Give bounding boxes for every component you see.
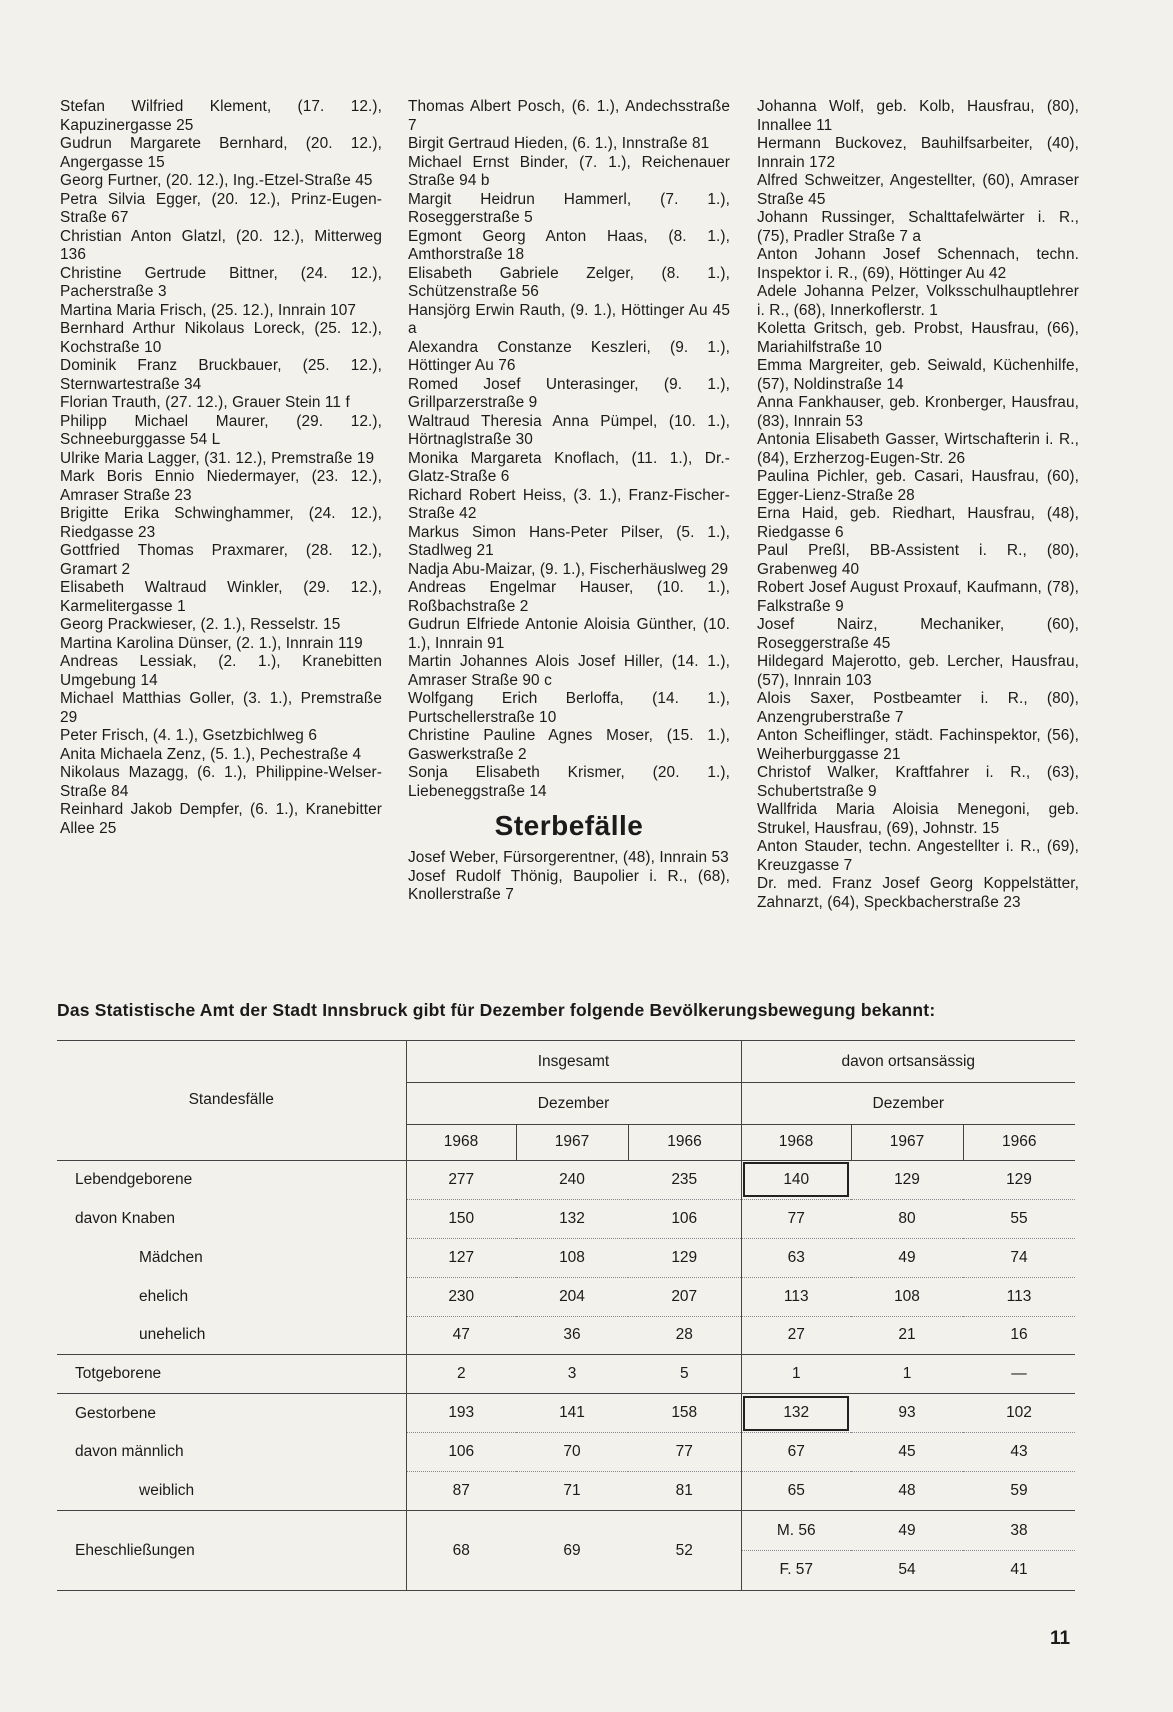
cell: 80 <box>851 1199 963 1238</box>
table-row <box>57 1316 1075 1355</box>
year-header: 1967 <box>516 1125 628 1161</box>
cell: 41 <box>963 1550 1075 1590</box>
cell: 27 <box>741 1316 851 1355</box>
entry: Paul Preßl, BB-Assistent i. R., (80), Grabenweg 40 <box>757 542 1079 578</box>
entry: Elisabeth Gabriele Zelger, (8. 1.), Schützenstraße 56 <box>408 264 730 300</box>
entry: Birgit Gertraud Hieden, (6. 1.), Innstraße 81 <box>408 135 710 152</box>
cell: 48 <box>851 1472 963 1511</box>
entry: Reinhard Jakob Dempfer, (6. 1.), Kranebitter Allee 25 <box>60 801 382 837</box>
row-label: Totgeborene <box>57 1355 406 1394</box>
entry: Christof Walker, Kraftfahrer i. R., (63), Schubertstraße 9 <box>757 764 1079 800</box>
row-label: weiblich <box>57 1472 406 1511</box>
entry: Gudrun Margarete Bernhard, (20. 12.), Angergasse 15 <box>60 135 382 171</box>
row-label: Eheschließungen <box>57 1511 406 1591</box>
cell: 1 <box>851 1355 963 1394</box>
column-deaths <box>757 98 1079 912</box>
cell: 45 <box>851 1433 963 1472</box>
entry: Mark Boris Ennio Niedermayer, (23. 12.), Amraser Straße 23 <box>60 468 382 504</box>
cell: 49 <box>851 1511 963 1551</box>
row-label: davon männlich <box>57 1433 406 1472</box>
entry: Hansjörg Erwin Rauth, (9. 1.), Höttinger Au 45 a <box>408 301 730 337</box>
cell: 55 <box>963 1199 1075 1238</box>
cell: 71 <box>516 1472 628 1511</box>
entry: Alexandra Constanze Keszleri, (9. 1.), Höttinger Au 76 <box>408 338 730 374</box>
cell: 5 <box>628 1355 741 1394</box>
entry: Antonia Elisabeth Gasser, Wirtschafterin i. R., (84), Erzherzog-Eugen-Str. 26 <box>757 431 1079 467</box>
cell: 129 <box>894 1170 920 1188</box>
entry: Martina Maria Frisch, (25. 12.), Innrain 107 <box>60 301 357 319</box>
entry: Johann Russinger, Schalttafelwärter i. R., (75), Pradler Straße 7 a <box>757 209 1079 245</box>
table-row <box>57 1472 1075 1511</box>
cell: 77 <box>628 1433 741 1472</box>
entry: Erna Haid, geb. Riedhart, Hausfrau, (48), Riedgasse 6 <box>757 505 1079 541</box>
cell: 38 <box>963 1511 1075 1551</box>
row-label: ehelich <box>57 1277 406 1316</box>
entry: Georg Prackwieser, (2. 1.), Resselstr. 15 <box>60 616 341 633</box>
entry: Alois Saxer, Postbeamter i. R., (80), Anzengruberstraße 7 <box>757 690 1079 726</box>
cell: 43 <box>963 1433 1075 1472</box>
entry: Anton Stauder, techn. Angestellter i. R., (69), Kreuzgasse 7 <box>757 838 1079 874</box>
entry: Sonja Elisabeth Krismer, (20. 1.), Liebeneggstraße 14 <box>408 764 730 800</box>
entry: Peter Frisch, (4. 1.), Gsetzbichlweg 6 <box>60 727 317 744</box>
cell: 150 <box>406 1199 516 1238</box>
entry: Egmont Georg Anton Haas, (8. 1.), Amthorstraße 18 <box>408 227 730 263</box>
cell: 28 <box>628 1316 741 1355</box>
cell: M. 56 <box>741 1511 851 1551</box>
entry: Dr. med. Franz Josef Georg Koppelstätter, Zahnarzt, (64), Speckbacherstraße 23 <box>757 875 1079 911</box>
header-standesfaelle: Standesfälle <box>57 1041 406 1161</box>
cell: 52 <box>628 1511 741 1591</box>
cell: 127 <box>406 1238 516 1277</box>
entry: Christine Gertrude Bittner, (24. 12.), Pacherstraße 3 <box>60 264 382 300</box>
cell: 69 <box>516 1511 628 1591</box>
entry: Johanna Wolf, geb. Kolb, Hausfrau, (80), Innallee 11 <box>757 98 1079 134</box>
entry: Hildegard Majerotto, geb. Lercher, Hausfrau, (57), Innrain 103 <box>757 653 1079 689</box>
entry: Anna Fankhauser, geb. Kronberger, Hausfrau, (83), Innrain 53 <box>757 394 1079 430</box>
entry: Margit Heidrun Hammerl, (7. 1.), Roseggerstraße 5 <box>408 190 730 226</box>
entry: Michael Matthias Goller, (3. 1.), Premstraße 29 <box>60 690 382 726</box>
entry: Hermann Buckovez, Bauhilfsarbeiter, (40), Innrain 172 <box>757 135 1079 171</box>
entry: Nikolaus Mazagg, (6. 1.), Philippine-Welser-Straße 84 <box>60 764 382 800</box>
year-header: 1967 <box>851 1125 963 1161</box>
entry: Christine Pauline Agnes Moser, (15. 1.), Gaswerkstraße 2 <box>408 727 730 763</box>
entry: Brigitte Erika Schwinghammer, (24. 12.), Riedgasse 23 <box>60 505 382 541</box>
cell: 132 <box>516 1199 628 1238</box>
entry: Anton Johann Josef Schennach, techn. Inspektor i. R., (69), Höttinger Au 42 <box>757 246 1079 282</box>
entry: Waltraud Theresia Anna Pümpel, (10. 1.), Hörtnaglstraße 30 <box>408 412 730 448</box>
entry: Gottfried Thomas Praxmarer, (28. 12.), Gramart 2 <box>60 542 382 578</box>
entry: Markus Simon Hans-Peter Pilser, (5. 1.), Stadlweg 21 <box>408 523 730 559</box>
header-ortsansaessig: davon ortsansässig <box>741 1041 1075 1083</box>
cell: 207 <box>628 1277 741 1316</box>
cell: 129 <box>1006 1170 1032 1188</box>
cell: 74 <box>963 1238 1075 1277</box>
cell: 63 <box>741 1238 851 1277</box>
entry: Romed Josef Unterasinger, (9. 1.), Grillparzerstraße 9 <box>408 375 730 411</box>
entry: Andreas Engelmar Hauser, (10. 1.), Roßbachstraße 2 <box>408 579 730 615</box>
entry: Thomas Albert Posch, (6. 1.), Andechsstraße 7 <box>408 98 730 134</box>
entry: Martin Johannes Alois Josef Hiller, (14. 1.), Amraser Straße 90 c <box>408 653 730 689</box>
cell: 106 <box>406 1433 516 1472</box>
cell: 47 <box>406 1316 516 1355</box>
entry: Josef Rudolf Thönig, Baupolier i. R., (68), Knollerstraße 7 <box>408 867 730 903</box>
entry: Elisabeth Waltraud Winkler, (29. 12.), Karmelitergasse 1 <box>60 579 382 615</box>
cell: 1 <box>741 1355 851 1394</box>
entry: Josef Nairz, Mechaniker, (60), Roseggerstraße 45 <box>757 616 1079 652</box>
table-row <box>57 1355 1075 1394</box>
cell: 140 <box>741 1160 851 1199</box>
row-label: davon Knaben <box>57 1199 406 1238</box>
entry: Petra Silvia Egger, (20. 12.), Prinz-Eugen-Straße 67 <box>60 190 382 226</box>
entry: Wallfrida Maria Aloisia Menegoni, geb. Strukel, Hausfrau, (69), Johnstr. 15 <box>757 801 1079 837</box>
entry: Philipp Michael Maurer, (29. 12.), Schneeburggasse 54 L <box>60 412 382 448</box>
table-row <box>57 1238 1075 1277</box>
cell: 59 <box>963 1472 1075 1511</box>
entry: Alfred Schweitzer, Angestellter, (60), Amraser Straße 45 <box>757 172 1079 208</box>
entry: Stefan Wilfried Klement, (17. 12.), Kapuzinergasse 25 <box>60 98 382 134</box>
cell: 113 <box>963 1277 1075 1316</box>
cell: 65 <box>741 1472 851 1511</box>
header-month-1: Dezember <box>406 1083 741 1125</box>
entry: Anita Michaela Zenz, (5. 1.), Pechestraße 4 <box>60 745 362 763</box>
cell: 204 <box>516 1277 628 1316</box>
entry: Andreas Lessiak, (2. 1.), Kranebitten Umgebung 14 <box>60 653 382 689</box>
page-number: 11 <box>1050 1628 1071 1649</box>
entry: Robert Josef August Proxauf, Kaufmann, (78), Falkstraße 9 <box>757 579 1079 615</box>
entry: Ulrike Maria Lagger, (31. 12.), Premstraße 19 <box>60 449 375 467</box>
entry: Martina Karolina Dünser, (2. 1.), Innrain 119 <box>60 634 363 652</box>
cell: 87 <box>406 1472 516 1511</box>
table-row <box>57 1199 1075 1238</box>
entry: Bernhard Arthur Nikolaus Loreck, (25. 12.), Kochstraße 10 <box>60 320 382 356</box>
entry: Wolfgang Erich Berloffa, (14. 1.), Purtschellerstraße 10 <box>408 690 730 726</box>
text-columns <box>60 98 1085 978</box>
table-row <box>57 1433 1075 1472</box>
deaths-heading: Sterbefälle <box>494 810 644 841</box>
header-insgesamt: Insgesamt <box>406 1041 741 1083</box>
cell: 70 <box>516 1433 628 1472</box>
cell: 158 <box>628 1394 741 1433</box>
cell: F. 57 <box>741 1550 851 1590</box>
entry: Anton Scheiflinger, städt. Fachinspektor, (56), Weiherburggasse 21 <box>757 727 1079 763</box>
cell: 132 <box>741 1394 851 1433</box>
entry: Michael Ernst Binder, (7. 1.), Reichenauer Straße 94 b <box>408 153 730 189</box>
row-label: Mädchen <box>57 1238 406 1277</box>
cell: 277 <box>448 1170 475 1188</box>
cell: 67 <box>741 1433 851 1472</box>
cell: 54 <box>851 1550 963 1590</box>
entry: Adele Johanna Pelzer, Volksschulhauptlehrer i. R., (68), Innerkoflerstr. 1 <box>757 283 1079 319</box>
cell: 230 <box>406 1277 516 1316</box>
table-row <box>57 1277 1075 1316</box>
cell: 93 <box>851 1394 963 1433</box>
statistics-title: Das Statistische Amt der Stadt Innsbruck gibt für Dezember folgende Bevölkerungsbewegung bekannt: <box>57 1000 936 1020</box>
entry: Nadja Abu-Maizar, (9. 1.), Fischerhäuslweg 29 <box>408 560 729 578</box>
table-row <box>57 1511 1075 1551</box>
row-label: Lebendgeborene <box>57 1160 406 1199</box>
cell: 113 <box>741 1277 851 1316</box>
cell: 108 <box>516 1238 628 1277</box>
cell: 2 <box>406 1355 516 1394</box>
entry: Paulina Pichler, geb. Casari, Hausfrau, (60), Egger-Lienz-Straße 28 <box>757 468 1079 504</box>
table-row <box>57 1160 1075 1199</box>
cell: — <box>963 1355 1075 1394</box>
column-births-2 <box>408 98 730 905</box>
cell: 3 <box>516 1355 628 1394</box>
entry: Koletta Gritsch, geb. Probst, Hausfrau, (66), Mariahilfstraße 10 <box>757 320 1079 356</box>
column-births-1 <box>60 98 382 838</box>
cell: 68 <box>406 1511 516 1591</box>
entry: Richard Robert Heiss, (3. 1.), Franz-Fischer-Straße 42 <box>408 486 730 522</box>
cell: 141 <box>516 1394 628 1433</box>
cell: 240 <box>559 1170 585 1188</box>
cell: 129 <box>628 1238 741 1277</box>
entry: Georg Furtner, (20. 12.), Ing.-Etzel-Straße 45 <box>60 172 373 189</box>
cell: 108 <box>851 1277 963 1316</box>
cell: 235 <box>671 1170 698 1188</box>
cell: 49 <box>851 1238 963 1277</box>
entry: Florian Trauth, (27. 12.), Grauer Stein 11 f <box>60 394 350 411</box>
year-header: 1966 <box>963 1125 1075 1161</box>
entry: Josef Weber, Fürsorgerentner, (48), Innrain 53 <box>408 849 729 866</box>
cell: 81 <box>628 1472 741 1511</box>
cell: 102 <box>963 1394 1075 1433</box>
cell: 21 <box>851 1316 963 1355</box>
cell: 16 <box>963 1316 1075 1355</box>
entry: Dominik Franz Bruckbauer, (25. 12.), Sternwartestraße 34 <box>60 357 382 393</box>
cell: 193 <box>406 1394 516 1433</box>
row-label: Gestorbene <box>57 1394 406 1433</box>
cell: 106 <box>628 1199 741 1238</box>
entry: Emma Margreiter, geb. Seiwald, Küchenhilfe, (57), Noldinstraße 14 <box>757 357 1079 393</box>
year-header: 1968 <box>741 1125 851 1161</box>
header-month-2: Dezember <box>741 1083 1075 1125</box>
statistics-table <box>57 1040 1075 1591</box>
table-row <box>57 1394 1075 1433</box>
row-label: unehelich <box>57 1316 406 1355</box>
cell: 77 <box>741 1199 851 1238</box>
entry: Gudrun Elfriede Antonie Aloisia Günther, (10. 1.), Innrain 91 <box>408 616 730 652</box>
cell: 36 <box>516 1316 628 1355</box>
year-header: 1968 <box>406 1125 516 1161</box>
year-header: 1966 <box>628 1125 741 1161</box>
entry: Christian Anton Glatzl, (20. 12.), Mitterweg 136 <box>60 227 382 263</box>
entry: Monika Margareta Knoflach, (11. 1.), Dr.-Glatz-Straße 6 <box>408 449 730 485</box>
